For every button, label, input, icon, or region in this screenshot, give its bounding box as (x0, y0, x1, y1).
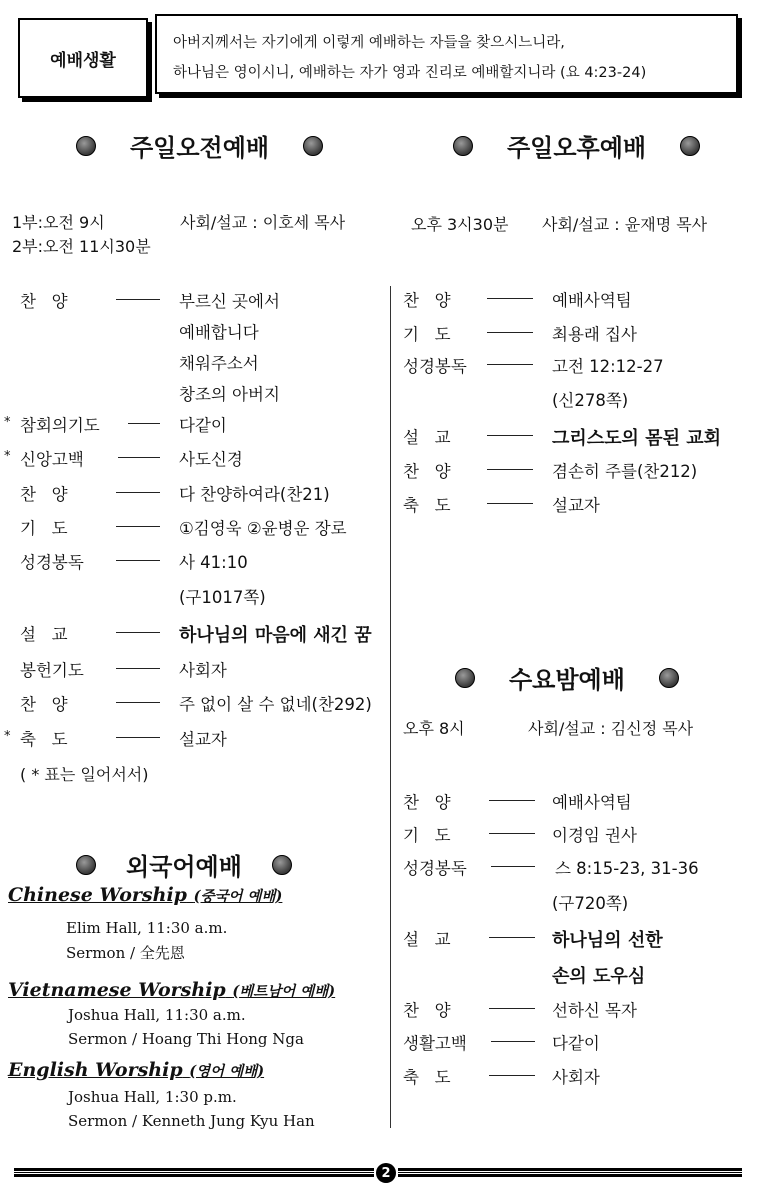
sunday-am-label: 찬 양 (20, 292, 68, 311)
sunday-pm-label: 성경봉독 (403, 357, 467, 376)
sunday-am-title (76, 128, 323, 163)
sunday-am-label: 축 도 (20, 730, 68, 749)
sunday-am-leader-line (128, 423, 160, 424)
vietnamese-worship-name: Vietnamese Worship (8, 979, 226, 1001)
wednesday-label: 축 도 (403, 1068, 451, 1087)
wednesday-label: 찬 양 (403, 1001, 451, 1020)
wednesday-leader-line (489, 937, 535, 938)
sunday-pm-value: 겸손히 주를(찬212) (552, 462, 698, 481)
sunday-pm-label: 설 교 (403, 428, 451, 447)
sunday-am-time-1: 1부:오전 9시 (12, 213, 105, 232)
sunday-pm-leader-line (487, 364, 533, 365)
chinese-worship-title (8, 884, 282, 906)
sunday-am-standing-mark: * (4, 729, 11, 744)
sunday-am-value: 주 없이 살 수 없네(찬292) (179, 695, 372, 714)
section-label: 예배생활 (18, 18, 148, 98)
sunday-pm-leader-line (487, 503, 533, 504)
english-worship-name: English Worship (8, 1059, 183, 1081)
wednesday-label: 찬 양 (403, 793, 451, 812)
footer-rule-left (14, 1168, 374, 1177)
sunday-pm-value: 고전 12:12-27 (552, 357, 664, 376)
sunday-am-value: 설교자 (179, 730, 227, 749)
sunday-am-value: 하나님의 마음에 새긴 꿈 (179, 625, 372, 646)
sunday-am-label: 신앙고백 (20, 450, 84, 469)
sunday-am-label: 설 교 (20, 625, 68, 644)
sunday-am-leader-line (116, 560, 160, 561)
sunday-am-value: (구1017쪽) (179, 588, 266, 607)
bullet-circle-icon (455, 668, 475, 688)
vietnamese-worship-place: Joshua Hall, 11:30 a.m. (68, 1006, 246, 1024)
sunday-pm-title (453, 128, 700, 163)
foreign-title (76, 847, 292, 882)
wednesday-leader-line (491, 866, 535, 867)
wednesday-label: 기 도 (403, 826, 451, 845)
wednesday-title (455, 660, 679, 695)
wednesday-value: 예배사역팀 (552, 793, 632, 812)
sunday-am-value: 부르신 곳에서 (179, 292, 280, 311)
sunday-am-value: 사도신경 (179, 450, 243, 469)
chinese-worship-name: Chinese Worship (8, 884, 187, 906)
sunday-am-value: 예배합니다 (179, 323, 259, 342)
column-divider (390, 286, 391, 1128)
scripture-quote (155, 14, 738, 94)
wednesday-label: 성경봉독 (403, 859, 467, 878)
sunday-pm-title-text: 주일오후예배 (507, 134, 647, 162)
sunday-pm-leader-line (487, 435, 533, 436)
chinese-worship-sermon: Sermon / 全先恩 (66, 944, 185, 962)
wednesday-value: 손의 도우심 (552, 966, 646, 987)
sunday-am-value: 다같이 (179, 416, 227, 435)
sunday-pm-label: 축 도 (403, 496, 451, 515)
sunday-am-label: 기 도 (20, 519, 68, 538)
sunday-pm-leader-line (487, 469, 533, 470)
sunday-am-leader-line (116, 737, 160, 738)
page-number: 2 (376, 1163, 396, 1183)
wednesday-leader-line (489, 1008, 535, 1009)
sunday-pm-label: 찬 양 (403, 291, 451, 310)
sunday-am-value: 사 41:10 (179, 553, 248, 572)
wednesday-value: 이경임 권사 (552, 826, 637, 845)
english-worship-name-ko: (영어 예배) (189, 1063, 265, 1080)
wednesday-value: 다같이 (552, 1034, 600, 1053)
sunday-am-label: 참회의기도 (20, 416, 100, 435)
bullet-circle-icon (272, 855, 292, 875)
wednesday-leader-line (489, 833, 535, 834)
sunday-pm-label: 기 도 (403, 325, 451, 344)
bullet-circle-icon (76, 855, 96, 875)
chinese-worship-name-ko: (중국어 예배) (193, 888, 283, 905)
sunday-am-leader-line (116, 492, 160, 493)
wednesday-value: (구720쪽) (552, 894, 629, 913)
sunday-am-label: 성경봉독 (20, 553, 84, 572)
sunday-am-leader-line (116, 668, 160, 669)
foreign-title-text: 외국어예배 (126, 853, 242, 881)
wednesday-label: 설 교 (403, 930, 451, 949)
bullet-circle-icon (659, 668, 679, 688)
sunday-am-label: 봉헌기도 (20, 661, 84, 680)
bullet-circle-icon (303, 136, 323, 156)
sunday-am-title-text: 주일오전예배 (130, 134, 270, 162)
chinese-worship-place: Elim Hall, 11:30 a.m. (66, 919, 228, 937)
sunday-am-leader-line (116, 526, 160, 527)
footer-rule-right (398, 1168, 742, 1177)
english-worship-title (8, 1059, 264, 1081)
sunday-pm-value: 최용래 집사 (552, 325, 637, 344)
sunday-am-label: 찬 양 (20, 485, 68, 504)
vietnamese-worship-name-ko: (베트남어 예배) (232, 983, 336, 1000)
sunday-am-time-2: 2부:오전 11시30분 (12, 237, 151, 256)
wednesday-time: 오후 8시 (403, 719, 465, 738)
wednesday-leader-line (489, 800, 535, 801)
sunday-am-leader-line (116, 702, 160, 703)
wednesday-value: 선하신 목자 (552, 1001, 637, 1020)
sunday-am-standing-mark: * (4, 449, 11, 464)
vietnamese-worship-sermon: Sermon / Hoang Thi Hong Nga (68, 1030, 304, 1048)
sunday-am-leader-line (116, 632, 160, 633)
wednesday-leader-line (489, 1075, 535, 1076)
sunday-am-value: 창조의 아버지 (179, 385, 280, 404)
sunday-am-value: 채워주소서 (179, 354, 259, 373)
sunday-pm-leader-line (487, 332, 533, 333)
wednesday-title-text: 수요밤예배 (509, 666, 625, 694)
sunday-pm-leader: 사회/설교 : 윤재명 목사 (542, 215, 708, 234)
sunday-pm-label: 찬 양 (403, 462, 451, 481)
sunday-am-standing-mark: * (4, 415, 11, 430)
sunday-am-value: ①김영욱 ②윤병운 장로 (179, 519, 347, 538)
wednesday-value: 스 8:15-23, 31-36 (555, 859, 699, 878)
sunday-pm-value: (신278쪽) (552, 391, 629, 410)
sunday-am-value: 다 찬양하여라(찬21) (179, 485, 330, 504)
wednesday-value: 사회자 (552, 1068, 600, 1087)
sunday-pm-leader-line (487, 298, 533, 299)
sunday-pm-value: 예배사역팀 (552, 291, 632, 310)
quote-line-2: 하나님은 영이시니, 예배하는 자가 영과 진리로 예배할지니라 (요 4:23-24) (173, 65, 647, 81)
sunday-am-label: 찬 양 (20, 695, 68, 714)
english-worship-place: Joshua Hall, 1:30 p.m. (68, 1088, 237, 1106)
wednesday-leader: 사회/설교 : 김신정 목사 (528, 719, 694, 738)
wednesday-leader-line (491, 1041, 535, 1042)
bullet-circle-icon (76, 136, 96, 156)
bullet-circle-icon (680, 136, 700, 156)
sunday-am-value: 사회자 (179, 661, 227, 680)
bullet-circle-icon (453, 136, 473, 156)
quote-line-1: 아버지께서는 자기에게 이렇게 예배하는 자들을 찾으시느니라, (173, 35, 565, 51)
sunday-am-leader-line (118, 457, 160, 458)
wednesday-label: 생활고백 (403, 1034, 467, 1053)
wednesday-value: 하나님의 선한 (552, 930, 663, 951)
sunday-am-leader: 사회/설교 : 이호세 목사 (180, 213, 346, 232)
sunday-pm-value: 설교자 (552, 496, 600, 515)
sunday-am-leader-line (116, 299, 160, 300)
vietnamese-worship-title (8, 979, 335, 1001)
standing-note: ( * 표는 일어서서) (20, 765, 149, 784)
sunday-pm-time: 오후 3시30분 (411, 215, 509, 234)
sunday-pm-value: 그리스도의 몸된 교회 (552, 428, 722, 449)
english-worship-sermon: Sermon / Kenneth Jung Kyu Han (68, 1112, 315, 1130)
